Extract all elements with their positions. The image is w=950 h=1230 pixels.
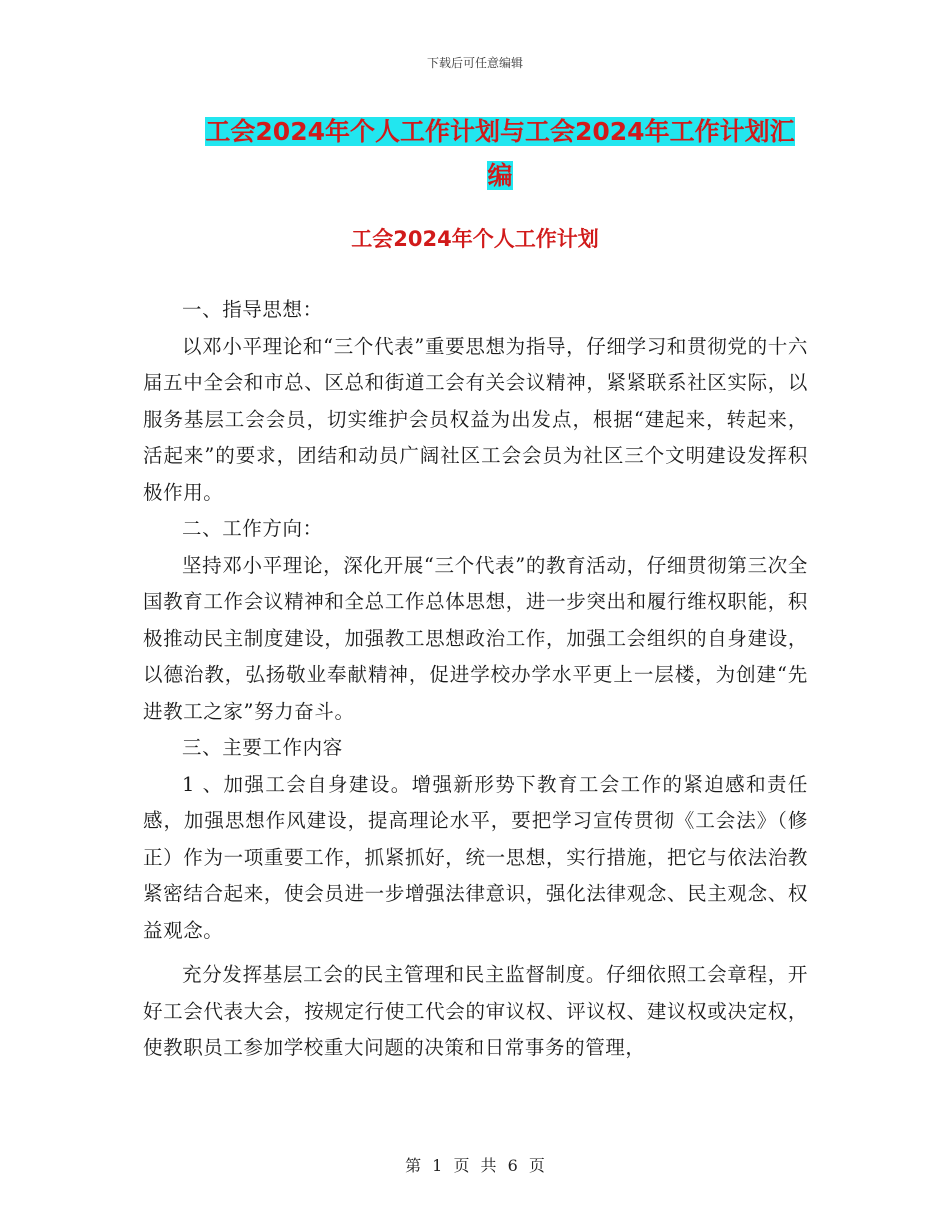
- page-footer: 第 1 页 共 6 页: [405, 1156, 545, 1175]
- paragraph-guiding-thought: 以邓小平理论和“三个代表”重要思想为指导，仔细学习和贯彻党的十六届五中全会和市总、区总和街道工会有关会议精神，紧紧联系社区实际，以服务基层工会会员，切实维护会员权益为出发点，根据“建起来，转起来，活起来”的要求，团结和动员广阔社区工会会员为社区三个文明建设发挥积极作用。: [143, 334, 808, 504]
- paragraph-self-building: 1 、加强工会自身建设。增强新形势下教育工会工作的紧迫感和责任感，加强思想作风建设，提高理论水平，要把学习宣传贯彻《工会法》（修正）作为一项重要工作，抓紧抓好，统一思想，实行措施，把它与依法治教紧密结合起来，使会员进一步增强法律意识，强化法律观念、民主观念、权益观念。: [143, 772, 808, 942]
- heading-main-content: 三、主要工作内容: [182, 736, 343, 759]
- paragraph-work-direction: 坚持邓小平理论，深化开展“三个代表”的教育活动，仔细贯彻第三次全国教育工作会议精神和全总工作总体思想，进一步突出和履行维权职能，积极推动民主制度建设，加强教工思想政治工作，加强工会组织的自身建设，以德治教，弘扬敬业奉献精神，促进学校办学水平更上一层楼，为创建“先进教工之家”努力奋斗。: [143, 553, 808, 723]
- document-title-text: 工会2024年个人工作计划与工会2024年工作计划汇编: [205, 117, 795, 190]
- heading-work-direction: 二、工作方向：: [182, 517, 323, 540]
- header-note: 下载后可任意编辑: [426, 56, 523, 70]
- body-text: [143, 292, 808, 1067]
- paragraph-democratic-management: 充分发挥基层工会的民主管理和民主监督制度。仔细依照工会章程，开好工会代表大会，按规定行使工代会的审议权、评议权、建议权或决定权，使教职员工参加学校重大问题的决策和日常事务的管理，: [143, 963, 808, 1059]
- section-title: 工会2024年个人工作计划: [351, 227, 599, 251]
- heading-guiding-thought: 一、指导思想：: [182, 298, 323, 321]
- document-title: [195, 110, 805, 198]
